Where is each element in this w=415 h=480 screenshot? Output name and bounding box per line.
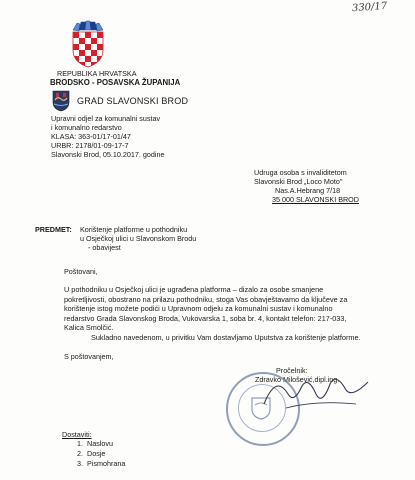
place-date: Slavonski Brod, 05.10.2017. godine: [51, 150, 165, 159]
subject-line-3: - obavijest: [88, 243, 121, 252]
handwritten-signature: [256, 364, 376, 412]
body-paragraph-1-line-5: Kalica Smolčić.: [64, 323, 114, 332]
recipient-line-1: Udruga osoba s invaliditetom: [254, 168, 347, 177]
klasa: KLASA: 363-01/17-01/47: [51, 132, 131, 141]
distribution-item-2: 2. Dosje: [77, 449, 106, 458]
subject-line-2: u Osječkoj ulici u Slavonskom Brodu: [80, 234, 197, 243]
body-paragraph-1-line-3: korištenje istog možete podići u Upravnom odjelu za komunalni sustav i komunalno: [64, 304, 333, 313]
urbr: URBR: 2178/01-09-17-7: [51, 141, 129, 150]
subject-line-1: Korištenje platforme u pothodniku: [80, 225, 188, 234]
city-coat-of-arms-icon: [52, 90, 70, 112]
recipient-line-3: Nas.A.Hebrang 7/18: [275, 186, 341, 195]
distribution-item-3: 3. Pismohrana: [77, 459, 126, 468]
department-line-2: i komunalno redarstvo: [51, 123, 122, 132]
body-paragraph-1-line-1: U pothodniku u Osječkoj ulici je ugrađena platforma – dizalo za osobe smanjene: [64, 285, 324, 294]
recipient-line-4: 35 000 SLAVONSKI BROD: [272, 195, 359, 204]
recipient-line-2: Slavonski Brod „Loco Moto": [254, 177, 343, 186]
greeting: Poštovani,: [64, 267, 98, 276]
subject-label: PREDMET:: [35, 225, 72, 234]
body-paragraph-1-line-2: pokretljivosti, obostrano na prilazu pothodniku, stoga Vas obavještavamo da ključeve za: [64, 294, 348, 304]
signatory-name: Zdravko Milošević,dipl.ing.: [255, 375, 340, 384]
distribution-heading: Dostaviti:: [62, 430, 92, 439]
body-paragraph-2: Sukladno navedenom, u privitku Vam dostavljamo Uputstva za korištenje platforme.: [91, 332, 361, 342]
city-name: GRAD SLAVONSKI BROD: [77, 96, 189, 106]
department-line-1: Upravni odjel za komunalni sustav: [51, 114, 161, 123]
croatia-coat-of-arms-icon: [71, 20, 105, 68]
county-name: BRODSKO - POSAVSKA ŽUPANIJA: [50, 78, 181, 87]
body-paragraph-1-line-4: redarstvo Grada Slavonskog Broda, Vukovarska 1, soba br. 4, kontakt telefon: 217-033,: [64, 313, 347, 323]
republic-name: REPUBLIKA HRVATSKA: [57, 69, 137, 78]
closing: S poštovanjem,: [64, 352, 114, 361]
distribution-item-1: 1. Naslovu: [77, 439, 113, 448]
handwritten-reference: 330/17: [351, 0, 388, 15]
signatory-title: Pročelnik:: [276, 366, 308, 375]
